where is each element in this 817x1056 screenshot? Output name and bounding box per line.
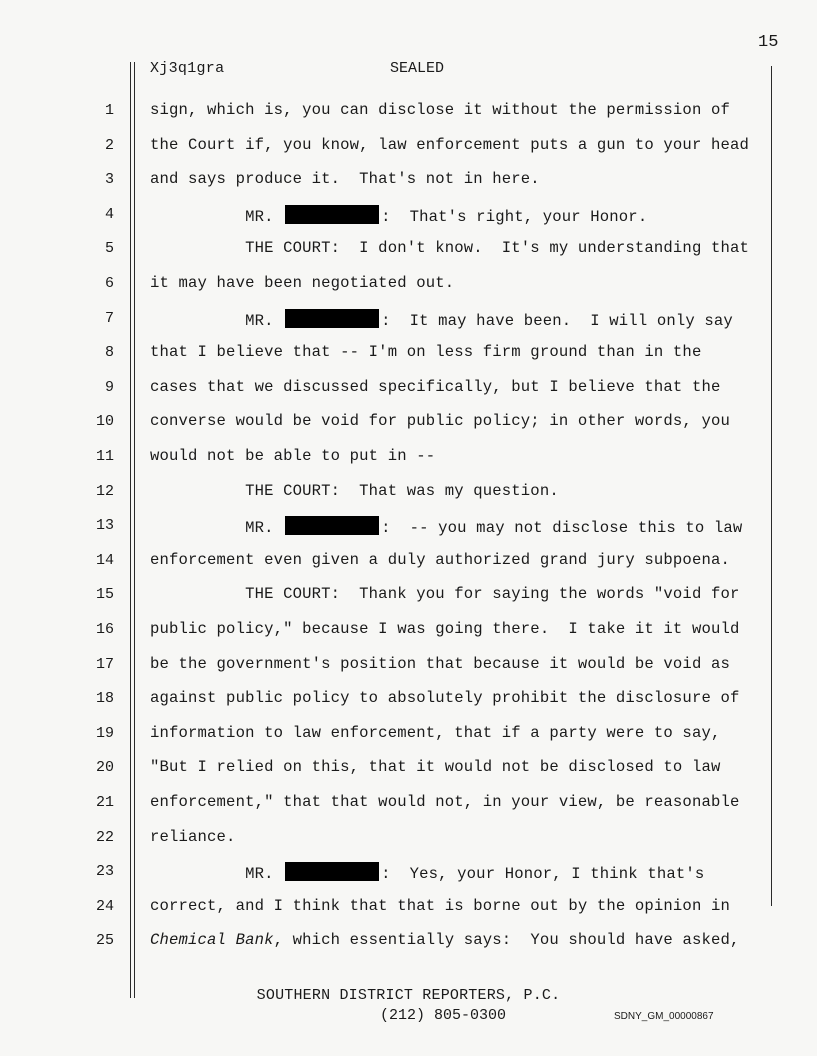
line-number: 1 [104,102,114,119]
transcript-line [150,897,730,915]
redaction-bar [285,516,379,535]
line-text-segment: that I believe that -- I'm on less firm ground than in the [150,343,702,362]
line-number: 2 [104,136,114,154]
transcript-line [150,412,730,430]
line-number: 24 [95,897,114,915]
line-text-segment: , which essentially says: You should have asked, [273,931,740,950]
left-margin-rule [130,62,131,998]
line-number: 17 [95,655,114,673]
line-text-segment: THE COURT: That was my question. [150,481,559,500]
line-text-segment: MR. [150,207,284,226]
transcript-line [150,170,540,188]
line-text-segment: reliance. [150,827,236,846]
line-text-segment: MR. [150,311,284,330]
line-number: 14 [95,551,114,569]
transcript-line [150,274,454,292]
case-identifier: Xj3q1gra [150,60,225,77]
left-margin-rule-inner [134,62,135,998]
transcript-line [150,516,742,537]
line-text-segment: the Court if, you know, law enforcement puts a gun to your head [150,135,749,154]
transcript-line [150,585,739,603]
line-text-segment: would not be able to put in -- [150,447,436,465]
line-text-segment: MR. [150,865,284,884]
transcript-line [150,724,720,742]
line-number: 12 [95,482,114,500]
line-number: 19 [95,724,114,742]
line-number: 6 [104,275,114,292]
transcript-line [150,205,647,226]
transcript-line [150,862,704,883]
line-number: 22 [95,828,114,846]
line-text-segment: be the government's position that because it would be void as [150,654,730,673]
transcript-line [150,343,701,361]
line-number: 10 [95,413,114,431]
transcript-line [150,551,730,569]
line-text-segment: converse would be void for public policy; in other words, you [150,412,730,431]
line-number: 15 [95,586,114,604]
transcript-line [150,655,730,673]
transcript-line [150,793,739,811]
redaction-bar [285,309,379,328]
sealed-label: SEALED [390,60,445,77]
line-number: 4 [104,205,114,223]
line-text-segment: cases that we discussed specifically, but I believe that the [150,377,721,396]
transcript-line [150,482,559,500]
line-text-segment: and says produce it. That's not in here. [150,170,540,189]
line-number: 9 [104,378,114,396]
line-text-segment: enforcement even given a duly authorized grand jury subpoena. [150,550,730,569]
line-text-segment: against public policy to absolutely prohibit the disclosure of [150,689,740,708]
line-text-segment: enforcement," that that would not, in your view, be reasonable [150,793,740,811]
line-number: 13 [95,517,114,535]
line-text-segment: public policy," because I was going there. I take it it would [150,620,740,638]
redaction-bar [285,862,379,881]
case-name-italic: Chemical Bank [150,931,274,950]
transcript-line [150,689,739,707]
line-number: 23 [95,863,114,881]
line-text-segment: : Yes, your Honor, I think that's [381,865,705,884]
transcript-line [150,758,720,776]
line-text-segment: it may have been negotiated out. [150,274,455,292]
transcript-line [150,136,749,154]
transcript-line [150,828,236,846]
transcript-line [150,239,749,257]
reporter-phone: (212) 805-0300 [380,1007,507,1024]
line-text-segment: THE COURT: I don't know. It's my understanding that [150,239,749,258]
reporter-firm: SOUTHERN DISTRICT REPORTERS, P.C. [256,987,561,1004]
line-text-segment: correct, and I think that that is borne out by the opinion in [150,896,730,915]
line-number: 7 [104,309,114,327]
transcript-line [150,620,739,638]
line-number: 16 [95,621,114,638]
line-text-segment: : That's right, your Honor. [381,207,648,226]
line-number: 18 [95,690,114,708]
line-number: 21 [95,794,114,811]
transcript-line [150,101,730,119]
right-margin-rule [771,66,772,906]
line-number: 20 [95,759,114,777]
line-number: 3 [104,171,114,189]
transcript-line [150,447,435,465]
transcript-line [150,931,740,949]
line-number: 11 [95,448,114,465]
line-text-segment: MR. [150,519,284,538]
redaction-bar [285,205,379,224]
page-number: 15 [758,33,779,52]
transcript-line [150,309,733,330]
line-number: 8 [104,344,114,362]
transcript-line [150,378,720,396]
line-number: 5 [104,240,114,258]
line-text-segment: "But I relied on this, that it would not be disclosed to law [150,758,721,777]
line-number: 25 [95,932,114,950]
line-text-segment: : -- you may not disclose this to law [381,519,743,538]
line-text-segment: sign, which is, you can disclose it without the permission of [150,101,730,119]
bates-number: SDNY_GM_00000867 [614,1011,714,1022]
line-text-segment: : It may have been. I will only say [381,311,733,330]
line-text-segment: information to law enforcement, that if a party were to say, [150,723,721,742]
line-text-segment: THE COURT: Thank you for saying the words "void for [150,585,740,604]
